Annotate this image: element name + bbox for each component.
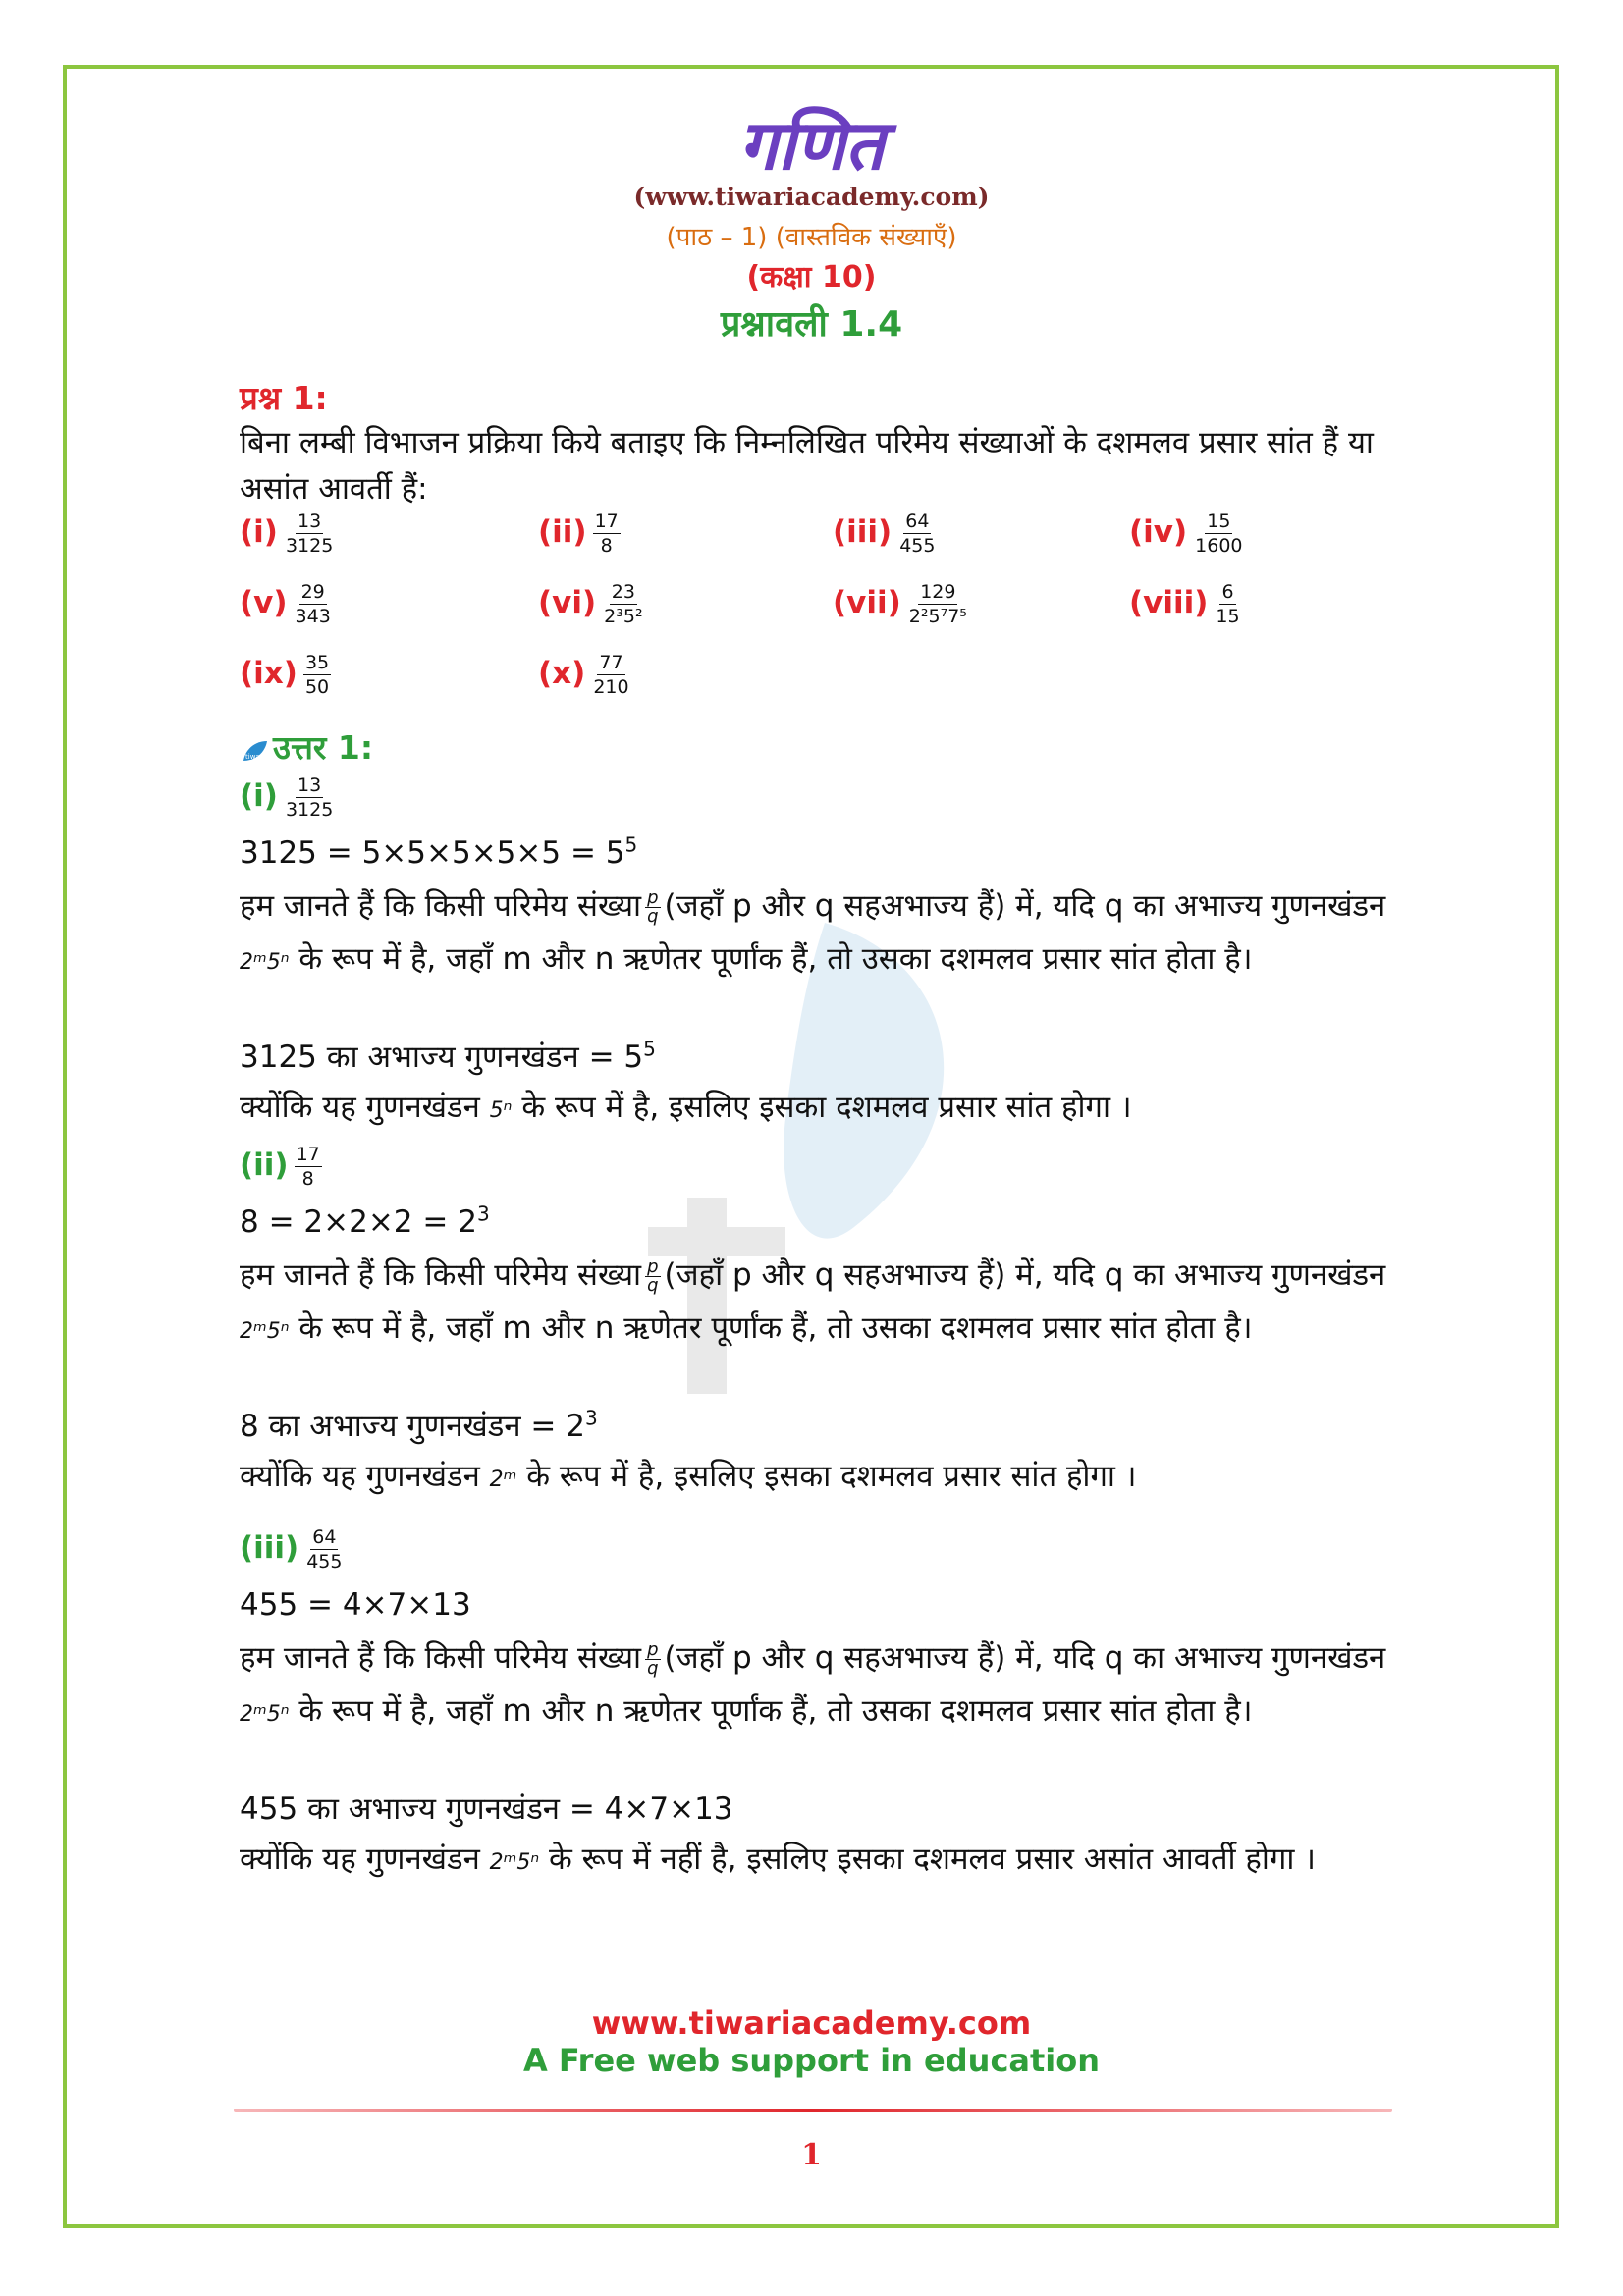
fraction: $\frac{17}{8}$ xyxy=(594,510,619,557)
question-item: (viii) $\frac{6}{15}$ xyxy=(1129,581,1240,627)
prime-factorization: 3125 का अभाज्य गुणनखंडन = $5^5$ xyxy=(240,1037,656,1075)
svg-text:tiwari: tiwari xyxy=(245,752,265,761)
rule-statement: हम जानते हैं कि किसी परिमेय संख्या $\frac{p}{q}$ (जहाँ p और q सहअभाज्य हैं) में, यदि q का अभाज्य गुणनखंडन 2ᵐ5ⁿ के रूप में है, जहाँ m और n ऋणेतर पूर्णांक हैं, तो उसका दशमलव प्रसार सांत होता है। xyxy=(240,1639,1386,1729)
fraction: $\frac{17}{8}$ xyxy=(296,1144,320,1190)
answer-heading: tiwari उत्तर 1: xyxy=(240,724,1398,773)
answer-part-label: (i) $\frac{13}{3125}$ xyxy=(240,774,334,821)
factorization-line: $8 = 2\times 2\times 2 = 2^3$ xyxy=(240,1201,490,1240)
rule-statement: हम जानते हैं कि किसी परिमेय संख्या $\frac{p}{q}$ (जहाँ p और q सहअभाज्य हैं) में, यदि q का अभाज्य गुणनखंडन 2ᵐ5ⁿ के रूप में है, जहाँ m और n ऋणेतर पूर्णांक हैं, तो उसका दशमलव प्रसार सांत होता है। xyxy=(240,887,1386,977)
chapter-number: (पाठ – 1) xyxy=(666,223,768,252)
question-item: (i) $\frac{13}{3125}$ xyxy=(240,510,334,557)
page-title: गणित xyxy=(738,105,885,186)
footer-tagline: A Free web support in education xyxy=(522,2042,1101,2079)
question-item: (vi) $\frac{23}{\text{2³5²}}$ xyxy=(538,581,643,627)
tiwari-leaf-logo-icon xyxy=(240,739,269,763)
fraction: $\frac{15}{1600}$ xyxy=(1195,510,1243,557)
site-url: (www.tiwariacademy.com) xyxy=(633,183,990,211)
chapter-line xyxy=(0,218,1623,253)
fraction: $\frac{23}{\text{2³5²}}$ xyxy=(604,581,643,627)
question-item: (x) $\frac{77}{210}$ xyxy=(538,652,629,698)
fraction: $\frac{64}{455}$ xyxy=(306,1526,343,1573)
prime-factorization: 8 का अभाज्य गुणनखंडन = $2^3$ xyxy=(240,1406,598,1444)
question-heading: प्रश्न 1: xyxy=(240,379,328,417)
question-item: (v) $\frac{29}{343}$ xyxy=(240,581,331,627)
fraction: $\frac{129}{\text{2²5⁷7⁵}}$ xyxy=(908,581,967,627)
question-item: (iv) $\frac{15}{1600}$ xyxy=(1129,510,1243,557)
prime-factorization: 455 का अभाज्य गुणनखंडन = 4×7×13 xyxy=(240,1791,733,1827)
factorization-line: $3125 = 5\times 5\times 5\times 5\times 5 = 5^5$ xyxy=(240,832,638,871)
page-number: 1 xyxy=(801,2138,822,2172)
fraction: $\frac{6}{15}$ xyxy=(1216,581,1240,627)
fraction: $\frac{77}{210}$ xyxy=(593,652,629,698)
class-label: (कक्षा 10) xyxy=(746,260,877,294)
factorization-line: 455 = 4×7×13 xyxy=(240,1587,471,1623)
question-text: बिना लम्बी विभाजन प्रक्रिया किये बताइए कि निम्नलिखित परिमेय संख्याओं के दशमलव प्रसार सांत हैं या असांत आवर्ती हैं: xyxy=(240,425,1374,507)
rule-statement: हम जानते हैं कि किसी परिमेय संख्या $\frac{p}{q}$ (जहाँ p और q सहअभाज्य हैं) में, यदि q का अभाज्य गुणनखंडन 2ᵐ5ⁿ के रूप में है, जहाँ m और n ऋणेतर पूर्णांक हैं, तो उसका दशमलव प्रसार सांत होता है। xyxy=(240,1256,1386,1346)
fraction: $\frac{64}{455}$ xyxy=(899,510,936,557)
answer-part-label: (ii) $\frac{17}{8}$ xyxy=(240,1144,320,1190)
question-item: (iii) $\frac{64}{455}$ xyxy=(833,510,936,557)
conclusion: क्योंकि यह गुणनखंडन 2ᵐ5ⁿ के रूप में नहीं है, इसलिए इसका दशमलव प्रसार असांत आवर्ती होगा । xyxy=(240,1842,1317,1877)
chapter-name: (वास्तविक संख्याएँ) xyxy=(775,223,957,252)
conclusion: क्योंकि यह गुणनखंडन 5ⁿ के रूप में है, इसलिए इसका दशमलव प्रसार सांत होगा । xyxy=(240,1090,1132,1125)
conclusion: क्योंकि यह गुणनखंडन 2ᵐ के रूप में है, इसलिए इसका दशमलव प्रसार सांत होगा । xyxy=(240,1459,1137,1494)
fraction: $\frac{35}{50}$ xyxy=(304,652,330,698)
question-item: (ii) $\frac{17}{8}$ xyxy=(538,510,619,557)
fraction: $\frac{13}{3125}$ xyxy=(285,510,334,557)
footer-website: www.tiwariacademy.com xyxy=(591,2004,1032,2042)
answer-part-label: (iii) $\frac{64}{455}$ xyxy=(240,1526,343,1573)
fraction: $\frac{13}{3125}$ xyxy=(285,774,334,821)
question-item: (vii) $\frac{129}{\text{2²5⁷7⁵}}$ xyxy=(833,581,967,627)
fraction: $\frac{29}{343}$ xyxy=(295,581,331,627)
question-item: (ix) $\frac{35}{50}$ xyxy=(240,652,330,698)
exercise-title: प्रश्नावली 1.4 xyxy=(720,304,903,345)
footer-divider xyxy=(234,2109,1392,2112)
